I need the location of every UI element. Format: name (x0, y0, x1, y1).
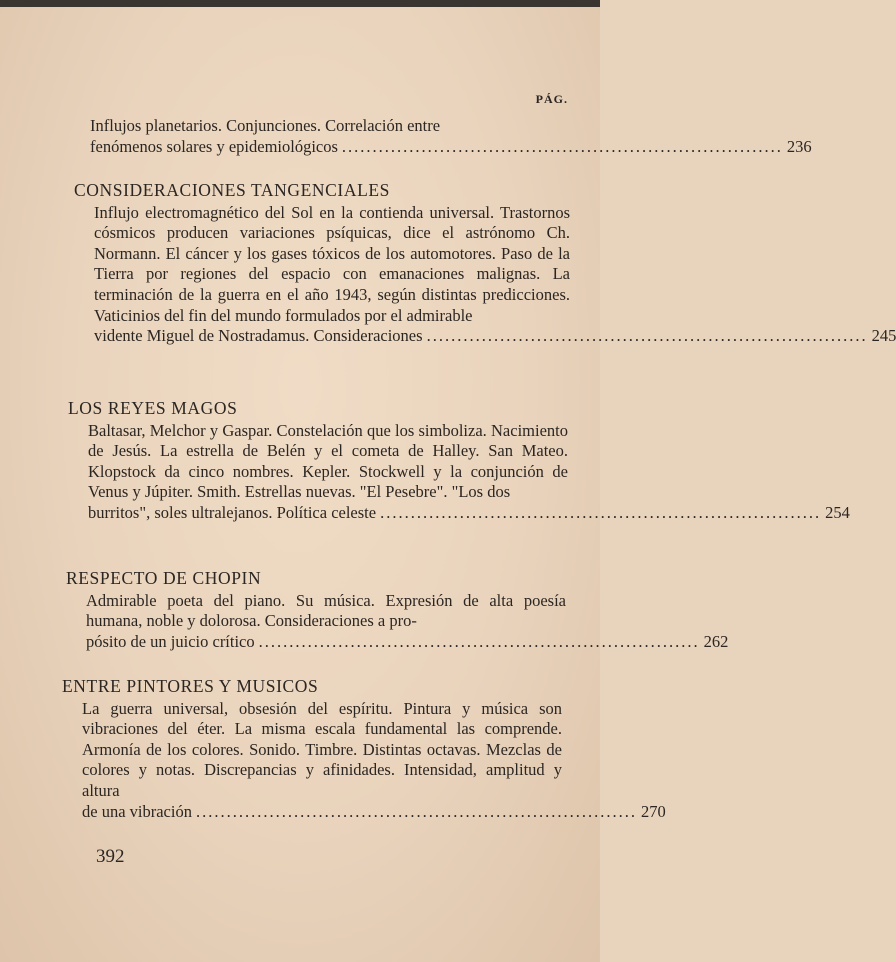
toc-entry-heading: LOS REYES MAGOS (68, 398, 238, 418)
toc-entry-heading: RESPECTO DE CHOPIN (66, 568, 262, 588)
toc-entry-last-text: fenómenos solares y epidemiológicos (90, 136, 338, 156)
toc-entry-last-text: de una vibración (82, 801, 192, 821)
toc-entry-last-line (66, 631, 729, 653)
toc-entry (74, 180, 896, 347)
toc-entry (62, 676, 666, 822)
page-column-label: PÁG. (535, 92, 568, 106)
leader-dots: ........................................................................ (380, 502, 822, 522)
leader-dots: ........................................................................ (195, 801, 637, 821)
toc-entry-text: Baltasar, Melchor y Gaspar. Constelación que los simboliza. Nacimiento de Jesús. La estrella de Belén y el cometa de Halley. San Mateo. Klopstock da cinco nombres. Kepler. Stockwell y la conjunción de Venus y Júpiter. Smith. Estrellas nuevas. "El Pesebre". "Los dos (88, 420, 568, 502)
toc-entry-page-number: 245 (871, 326, 896, 346)
toc-entry-text: Influjo electromagnético del Sol en la contienda universal. Trastornos cósmicos producen variaciones psíquicas, dice el astrónomo Ch. Normann. El cáncer y los gases tóxicos de los automotores. Paso de la Tierra por regiones del espacio con emanaciones malignas. La terminación de la guerra en el año 1943, según distintas predicciones. Vaticinios del fin del mundo formulados por el admirable (94, 202, 570, 325)
toc-entry (66, 568, 729, 652)
toc-entry (70, 116, 812, 157)
toc-entry-last-line (70, 136, 812, 158)
toc-entry (68, 398, 850, 524)
toc-entry-last-line (68, 502, 850, 524)
page-edge-shadow (0, 0, 600, 7)
leader-dots: ........................................................................ (341, 136, 783, 156)
toc-entry-last-text: burritos", soles ultralejanos. Política celeste (88, 502, 377, 522)
page-number: 392 (96, 846, 125, 867)
toc-entry-last-line (62, 801, 666, 823)
leader-dots: ........................................................................ (426, 326, 868, 346)
toc-entry-page-number: 236 (786, 136, 812, 156)
toc-entry-text: Admirable poeta del piano. Su música. Expresión de alta poesía humana, noble y dolorosa. Consideraciones a pro- (86, 590, 566, 631)
leader-dots: ........................................................................ (258, 631, 700, 651)
toc-entry-last-line (74, 326, 896, 347)
toc-entry-last-text: pósito de un juicio crítico (86, 631, 255, 651)
toc-entry-heading: ENTRE PINTORES Y MUSICOS (62, 676, 319, 696)
toc-entry-heading: CONSIDERACIONES TANGENCIALES (74, 180, 390, 200)
toc-entry-page-number: 262 (703, 631, 729, 651)
toc-entry-text: Influjos planetarios. Conjunciones. Correlación entre (90, 116, 441, 135)
toc-entry-text: La guerra universal, obsesión del espíritu. Pintura y música son vibraciones del éter. La misma escala fundamental las comprende. Armonía de los colores. Sonido. Timbre. Distintas octavas. Mezclas de colores y notas. Discrepancias y afinidades. Intensidad, amplitud y altura (82, 698, 562, 800)
toc-entry-last-text: vidente Miguel de Nostradamus. Consideraciones (94, 326, 423, 346)
toc-entry-page-number: 254 (825, 502, 850, 522)
toc-entry-page-number: 270 (640, 801, 666, 821)
